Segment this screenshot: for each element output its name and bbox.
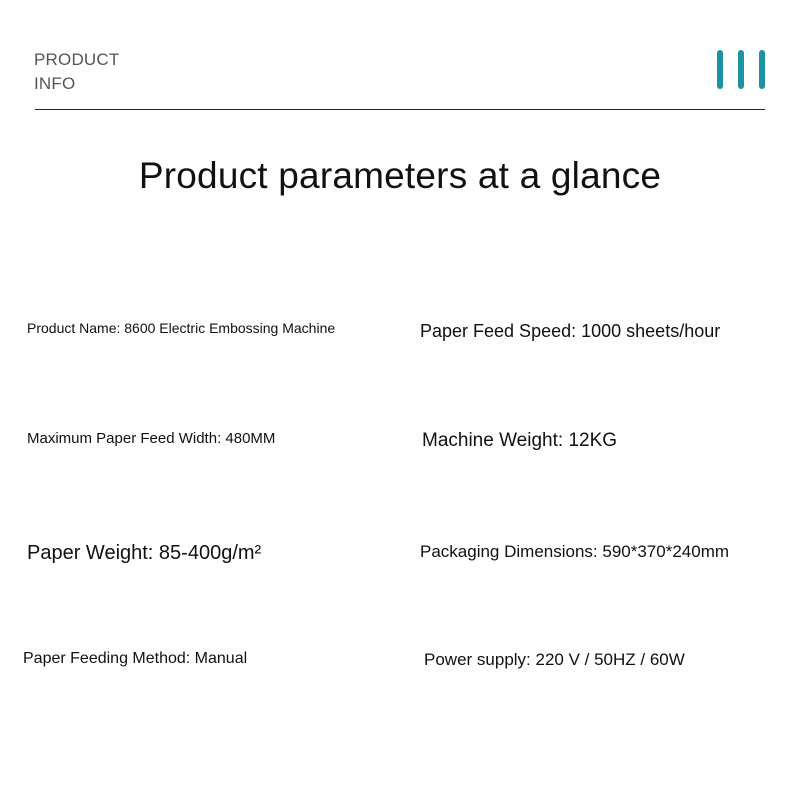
param-max-paper-feed-width: Maximum Paper Feed Width: 480MM: [27, 430, 276, 447]
header-divider: [35, 109, 765, 110]
product-info-label: [34, 48, 119, 96]
product-info-label-line1: PRODUCT: [34, 50, 120, 69]
param-product-name: Product Name: 8600 Electric Embossing Machine: [27, 320, 336, 336]
bar-3: [759, 50, 765, 89]
bar-2: [738, 50, 744, 89]
page-title: Product parameters at a glance: [138, 155, 662, 196]
param-paper-feed-speed: Paper Feed Speed: 1000 sheets/hour: [420, 321, 721, 341]
product-info-label-line2: INFO: [34, 74, 76, 93]
bar-1: [717, 50, 723, 89]
param-paper-weight: Paper Weight: 85-400g/m²: [27, 542, 262, 564]
param-packaging-dimensions: Packaging Dimensions: 590*370*240mm: [420, 542, 730, 561]
three-vertical-bars-icon: [717, 50, 767, 90]
param-paper-feeding-method: Paper Feeding Method: Manual: [23, 650, 248, 667]
param-machine-weight: Machine Weight: 12KG: [422, 430, 618, 451]
param-power-supply: Power supply: 220 V / 50HZ / 60W: [424, 650, 685, 669]
